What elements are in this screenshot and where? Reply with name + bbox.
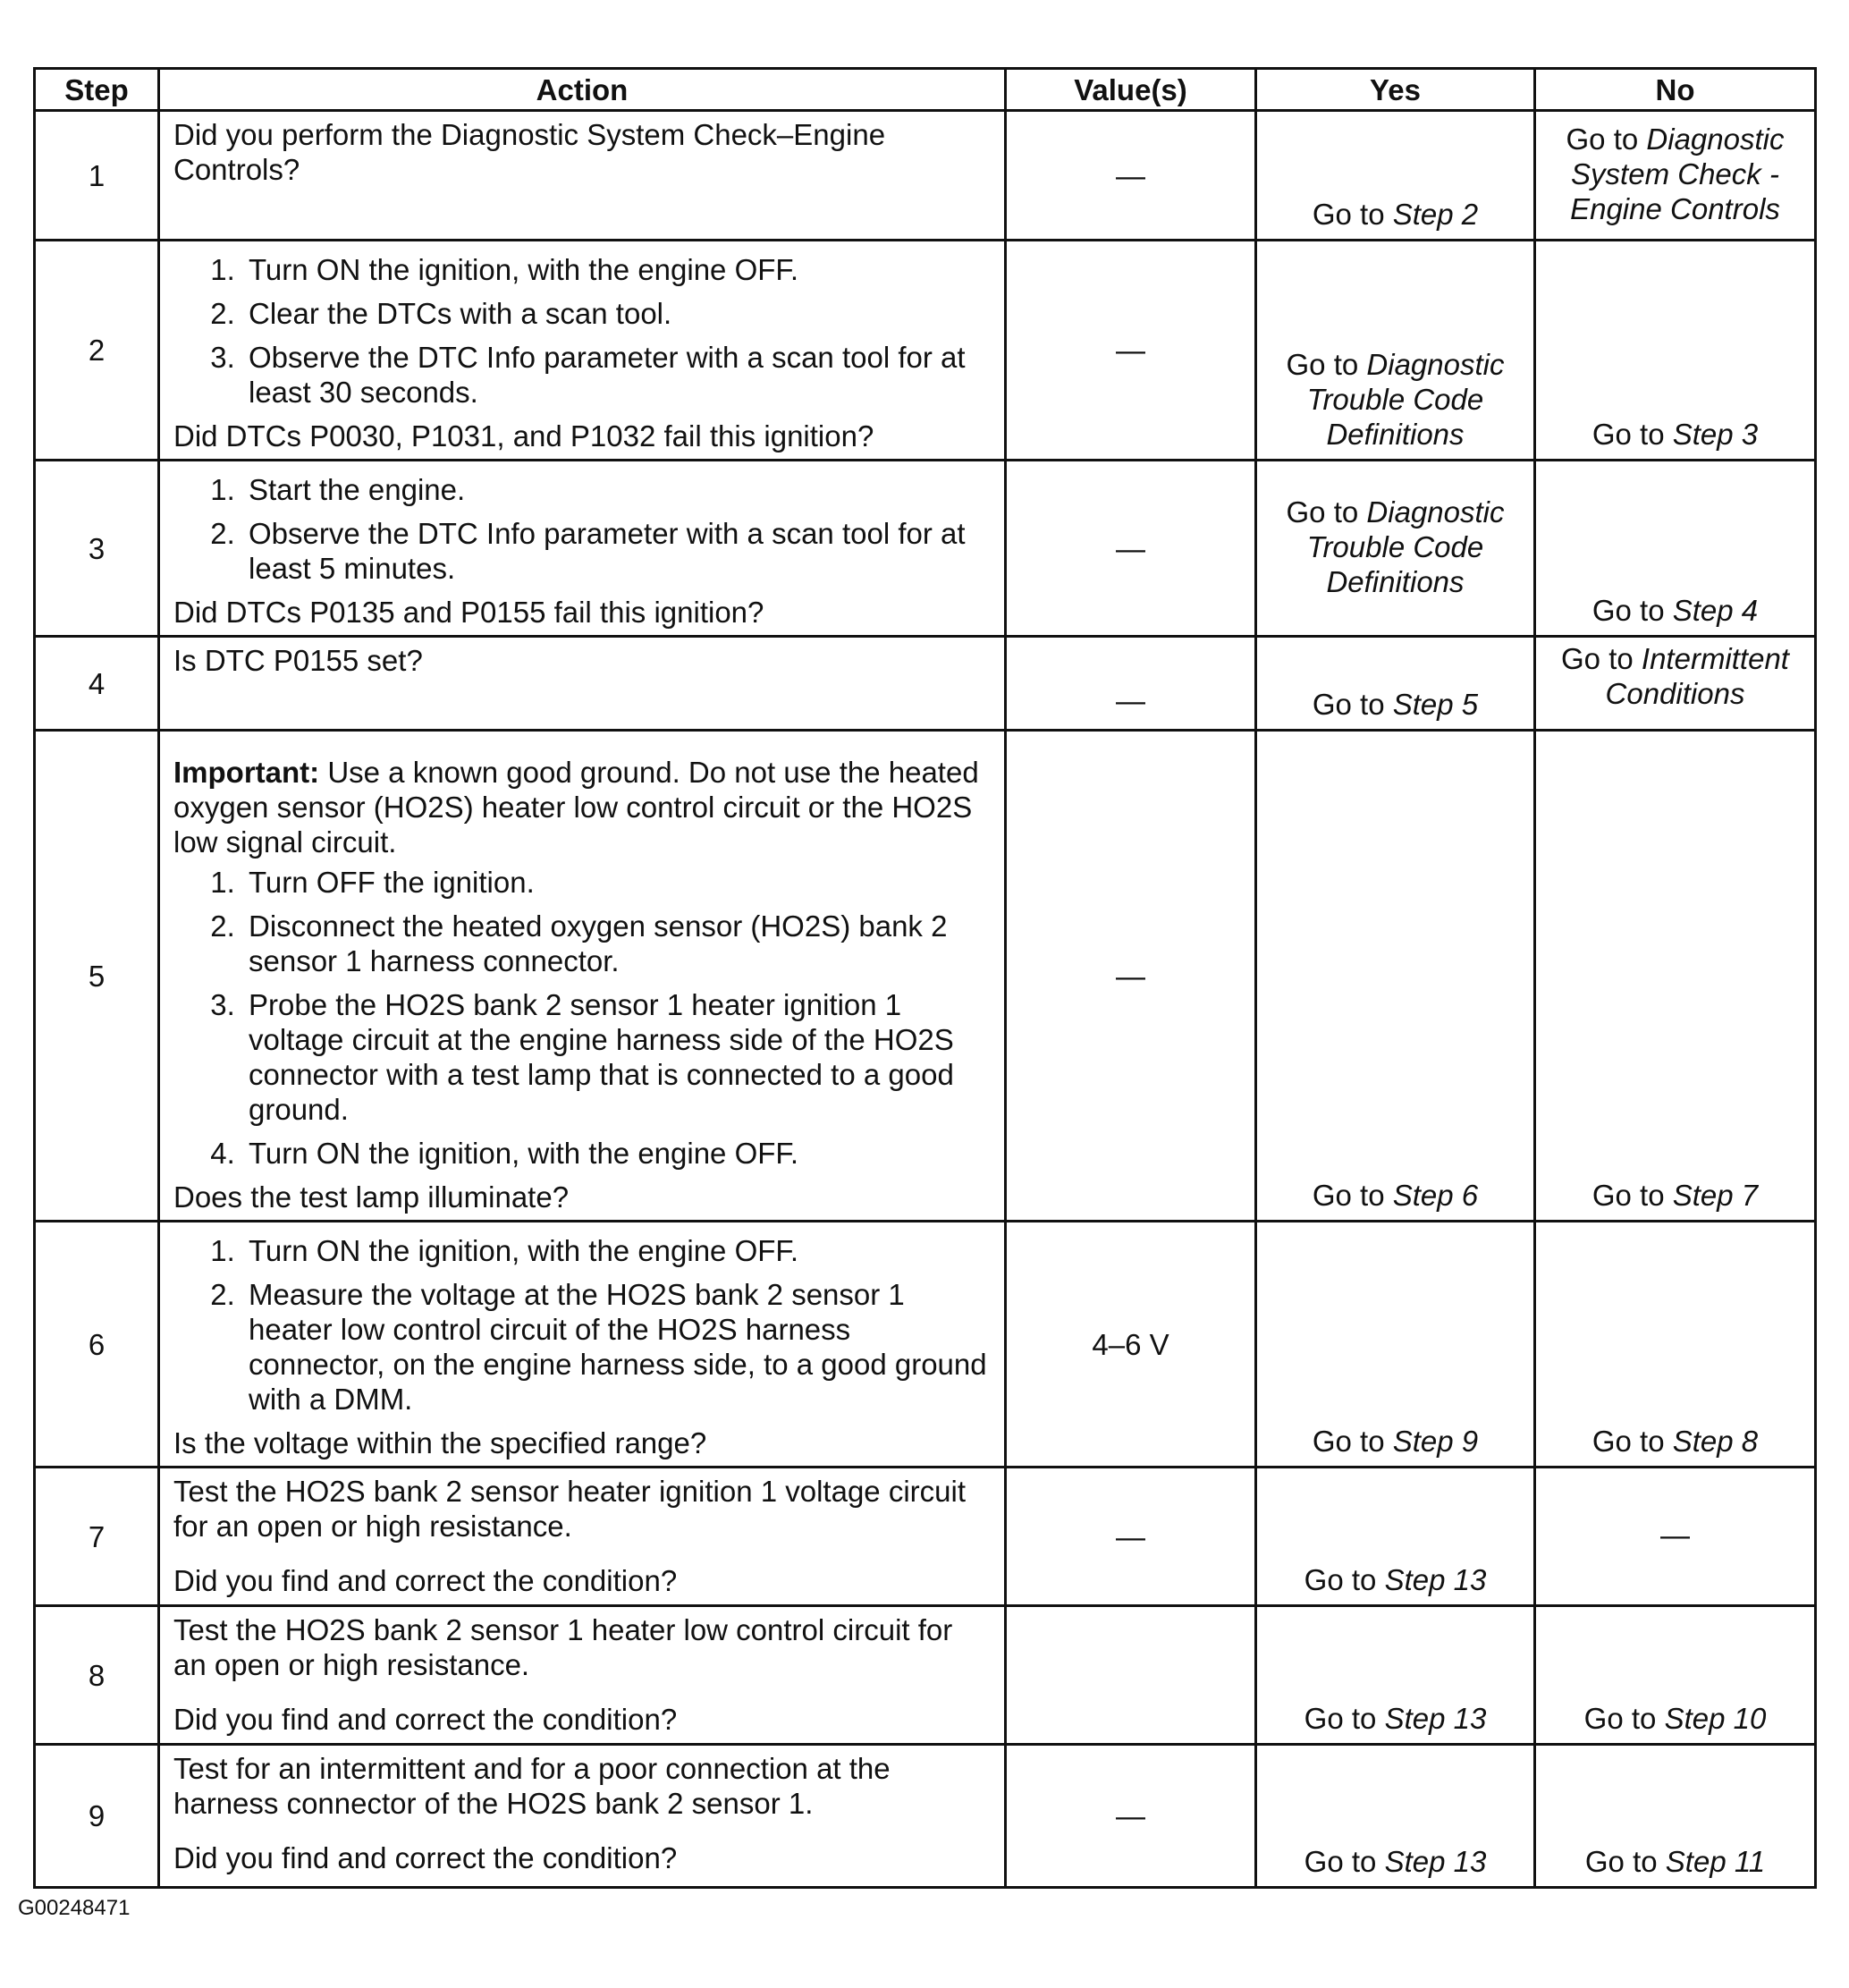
no-cell bbox=[1535, 461, 1816, 637]
action-cell bbox=[159, 731, 1006, 1222]
action-question: Did you find and correct the condition? bbox=[173, 1564, 678, 1597]
header-values: Value(s) bbox=[1006, 69, 1256, 111]
go-to-text: Go to bbox=[1583, 1702, 1665, 1735]
no-link[interactable]: Step 10 bbox=[1664, 1702, 1767, 1735]
table-row bbox=[35, 637, 1816, 731]
action-list-item: 2. Clear the DTCs with a scan tool. bbox=[243, 296, 992, 331]
value-cell: — bbox=[1006, 461, 1256, 637]
go-to-text: Go to bbox=[1591, 594, 1673, 627]
action-cell bbox=[159, 637, 1006, 731]
yes-link[interactable]: Step 9 bbox=[1392, 1425, 1479, 1458]
yes-link[interactable]: Step 13 bbox=[1384, 1563, 1487, 1596]
action-cell bbox=[159, 1606, 1006, 1745]
action-cell bbox=[159, 241, 1006, 461]
action-list bbox=[173, 1233, 992, 1417]
no-link[interactable]: Intermittent Conditions bbox=[1605, 642, 1789, 710]
go-to-text: Go to bbox=[1304, 1845, 1385, 1878]
action-list-item: 2. Measure the voltage at the HO2S bank 2 sensor 1 heater low control circuit of the HO2S harness connector, on the engine harness side, to a good ground with a DMM. bbox=[243, 1277, 992, 1417]
yes-link[interactable]: Diagnostic Trouble Code Definitions bbox=[1306, 495, 1505, 598]
action-list-item: 1. Turn ON the ignition, with the engine OFF. bbox=[243, 1233, 992, 1268]
action-cell bbox=[159, 111, 1006, 241]
action-cell bbox=[159, 461, 1006, 637]
no-link[interactable]: Step 7 bbox=[1672, 1179, 1759, 1212]
go-to-text: Go to bbox=[1591, 418, 1673, 451]
value-cell bbox=[1006, 1606, 1256, 1745]
header-action: Action bbox=[159, 69, 1006, 111]
yes-link[interactable]: Step 6 bbox=[1392, 1179, 1479, 1212]
action-cell bbox=[159, 1222, 1006, 1468]
action-question: Is DTC P0155 set? bbox=[173, 644, 423, 677]
no-cell bbox=[1535, 111, 1816, 241]
figure-code: G00248471 bbox=[18, 1896, 131, 1920]
value-cell: — bbox=[1006, 241, 1256, 461]
go-to-text: Go to bbox=[1304, 1702, 1385, 1735]
important-text: Use a known good ground. Do not use the heated oxygen sensor (HO2S) heater low control circuit or the HO2S low signal circuit. bbox=[173, 756, 979, 859]
yes-cell bbox=[1256, 241, 1535, 461]
yes-cell bbox=[1256, 637, 1535, 731]
go-to-text: Go to bbox=[1312, 688, 1393, 721]
go-to-text: Go to bbox=[1561, 642, 1642, 675]
action-list-item: 3. Probe the HO2S bank 2 sensor 1 heater ignition 1 voltage circuit at the engine harness side of the HO2S connector with a test lamp that is connected to a good ground. bbox=[243, 987, 992, 1127]
header-yes: Yes bbox=[1256, 69, 1535, 111]
no-cell: — bbox=[1535, 1468, 1816, 1606]
important-label: Important: bbox=[173, 756, 320, 789]
table-row bbox=[35, 731, 1816, 1222]
table-row bbox=[35, 111, 1816, 241]
value-cell: 4–6 V bbox=[1006, 1222, 1256, 1468]
yes-link[interactable]: Step 13 bbox=[1384, 1702, 1487, 1735]
action-text: Test the HO2S bank 2 sensor heater ignition 1 voltage circuit for an open or high resistance. bbox=[173, 1475, 966, 1543]
table-row bbox=[35, 1468, 1816, 1606]
go-to-text: Go to bbox=[1312, 1179, 1393, 1212]
no-cell bbox=[1535, 1606, 1816, 1745]
step-number: 1 bbox=[35, 111, 159, 241]
step-number: 4 bbox=[35, 637, 159, 731]
yes-cell bbox=[1256, 1222, 1535, 1468]
table-row bbox=[35, 461, 1816, 637]
no-cell bbox=[1535, 241, 1816, 461]
action-question: Does the test lamp illuminate? bbox=[173, 1180, 570, 1214]
go-to-text: Go to bbox=[1304, 1563, 1385, 1596]
header-step: Step bbox=[35, 69, 159, 111]
step-number: 8 bbox=[35, 1606, 159, 1745]
yes-cell bbox=[1256, 731, 1535, 1222]
no-cell bbox=[1535, 637, 1816, 731]
action-list-item: 1. Turn OFF the ignition. bbox=[243, 865, 992, 900]
action-question: Did DTCs P0030, P1031, and P1032 fail this ignition? bbox=[173, 419, 874, 453]
action-question: Did you find and correct the condition? bbox=[173, 1841, 678, 1874]
value-cell: — bbox=[1006, 731, 1256, 1222]
yes-link[interactable]: Step 13 bbox=[1384, 1845, 1487, 1878]
action-list-item: 1. Turn ON the ignition, with the engine OFF. bbox=[243, 252, 992, 287]
table-row bbox=[35, 1606, 1816, 1745]
step-number: 7 bbox=[35, 1468, 159, 1606]
step-number: 3 bbox=[35, 461, 159, 637]
step-number: 2 bbox=[35, 241, 159, 461]
action-question: Did DTCs P0135 and P0155 fail this ignition? bbox=[173, 596, 764, 629]
no-link[interactable]: Step 8 bbox=[1672, 1425, 1759, 1458]
go-to-text: Go to bbox=[1312, 198, 1393, 231]
action-list-item: 2. Observe the DTC Info parameter with a scan tool for at least 5 minutes. bbox=[243, 516, 992, 586]
table-row bbox=[35, 241, 1816, 461]
yes-link[interactable]: Step 2 bbox=[1392, 198, 1479, 231]
go-to-text: Go to bbox=[1286, 495, 1367, 529]
action-list bbox=[173, 252, 992, 410]
go-to-text: Go to bbox=[1566, 122, 1647, 156]
action-question: Did you find and correct the condition? bbox=[173, 1703, 678, 1736]
table-row bbox=[35, 1222, 1816, 1468]
action-list-item: 2. Disconnect the heated oxygen sensor (HO2S) bank 2 sensor 1 harness connector. bbox=[243, 909, 992, 978]
go-to-text: Go to bbox=[1591, 1179, 1673, 1212]
yes-link[interactable]: Step 5 bbox=[1392, 688, 1479, 721]
value-cell: — bbox=[1006, 111, 1256, 241]
yes-cell bbox=[1256, 1606, 1535, 1745]
go-to-text: Go to bbox=[1591, 1425, 1673, 1458]
action-list-item: 3. Observe the DTC Info parameter with a scan tool for at least 30 seconds. bbox=[243, 340, 992, 410]
action-question: Is the voltage within the specified range? bbox=[173, 1426, 707, 1459]
go-to-text: Go to bbox=[1286, 348, 1367, 381]
important-note bbox=[173, 755, 992, 859]
yes-cell bbox=[1256, 1745, 1535, 1888]
action-cell bbox=[159, 1468, 1006, 1606]
no-cell bbox=[1535, 1222, 1816, 1468]
diagnostic-table bbox=[33, 67, 1817, 1889]
step-number: 9 bbox=[35, 1745, 159, 1888]
action-list-item: 1. Start the engine. bbox=[243, 472, 992, 507]
yes-link[interactable]: Diagnostic Trouble Code Definitions bbox=[1306, 348, 1505, 451]
yes-cell bbox=[1256, 461, 1535, 637]
action-list bbox=[173, 865, 992, 1171]
table-row bbox=[35, 1745, 1816, 1888]
step-number: 5 bbox=[35, 731, 159, 1222]
go-to-text: Go to bbox=[1312, 1425, 1393, 1458]
action-list-item: 4. Turn ON the ignition, with the engine OFF. bbox=[243, 1136, 992, 1171]
action-question: Did you perform the Diagnostic System Check–Engine Controls? bbox=[173, 118, 886, 186]
header-no: No bbox=[1535, 69, 1816, 111]
action-cell bbox=[159, 1745, 1006, 1888]
action-list bbox=[173, 472, 992, 586]
yes-cell bbox=[1256, 1468, 1535, 1606]
no-link[interactable]: Diagnostic System Check - Engine Controls bbox=[1570, 122, 1785, 225]
value-cell: — bbox=[1006, 1468, 1256, 1606]
no-link[interactable]: Step 3 bbox=[1672, 418, 1759, 451]
no-cell bbox=[1535, 731, 1816, 1222]
value-cell: — bbox=[1006, 637, 1256, 731]
no-link[interactable]: Step 4 bbox=[1672, 594, 1759, 627]
yes-cell bbox=[1256, 111, 1535, 241]
no-link[interactable]: Step 11 bbox=[1665, 1845, 1766, 1878]
action-text: Test for an intermittent and for a poor connection at the harness connector of the HO2S bank 2 sensor 1. bbox=[173, 1752, 891, 1820]
step-number: 6 bbox=[35, 1222, 159, 1468]
value-cell: — bbox=[1006, 1745, 1256, 1888]
no-cell bbox=[1535, 1745, 1816, 1888]
action-text: Test the HO2S bank 2 sensor 1 heater low control circuit for an open or high resistance. bbox=[173, 1613, 953, 1681]
go-to-text: Go to bbox=[1584, 1845, 1666, 1878]
table-header-row bbox=[35, 69, 1816, 111]
